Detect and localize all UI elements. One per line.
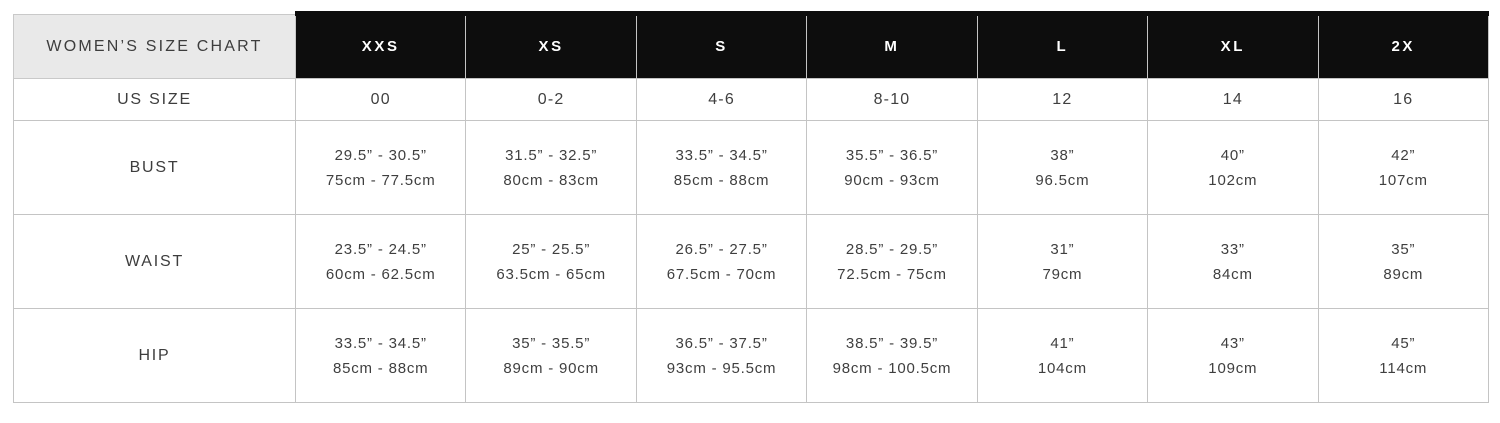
bust-xs <box>466 121 636 215</box>
waist-m <box>807 215 977 309</box>
waist-xxs-cm: 60cm - 62.5cm <box>325 265 436 283</box>
hip-xl <box>1148 309 1318 403</box>
bust-xl-cm: 102cm <box>1208 171 1258 189</box>
hip-s-inches: 36.5” - 37.5” <box>675 334 768 352</box>
waist-s-cm: 67.5cm - 70cm <box>666 265 777 283</box>
bust-s <box>636 121 806 215</box>
bust-m-inches: 35.5” - 36.5” <box>845 146 939 164</box>
bust-2x-inches: 42” <box>1391 146 1416 164</box>
hip-xl-inches: 43” <box>1220 334 1245 352</box>
hip-xxs-cm: 85cm - 88cm <box>332 359 429 377</box>
hip-l-cm: 104cm <box>1037 359 1087 377</box>
hip-2x-inches: 45” <box>1391 334 1416 352</box>
hip-m-cm: 98cm - 100.5cm <box>832 359 952 377</box>
bust-2x <box>1318 121 1488 215</box>
bust-l <box>977 121 1147 215</box>
waist-xxs <box>296 215 466 309</box>
bust-xxs-inches: 29.5” - 30.5” <box>334 146 427 164</box>
waist-xl-inches: 33” <box>1220 240 1245 258</box>
waist-xs-cm: 63.5cm - 65cm <box>496 265 606 283</box>
size-col-2x: 2X <box>1318 15 1488 79</box>
womens-size-chart-table <box>13 14 1489 403</box>
bust-xxs <box>296 121 466 215</box>
hip-2x-cm: 114cm <box>1379 359 1428 377</box>
size-col-xl: XL <box>1148 15 1318 79</box>
us-size-s: 4-6 <box>636 79 806 121</box>
waist-s-inches: 26.5” - 27.5” <box>675 240 768 258</box>
row-label-bust: BUST <box>14 121 296 215</box>
waist-xl-cm: 84cm <box>1212 265 1253 283</box>
bust-xs-inches: 31.5” - 32.5” <box>505 146 598 164</box>
size-header-row <box>14 15 1489 79</box>
waist-s <box>636 215 806 309</box>
hip-xl-cm: 109cm <box>1208 359 1258 377</box>
size-col-xxs: XXS <box>296 15 466 79</box>
bust-s-inches: 33.5” - 34.5” <box>675 146 768 164</box>
chart-title: WOMEN’S SIZE CHART <box>14 15 296 79</box>
size-col-xs: XS <box>466 15 636 79</box>
hip-xxs <box>296 309 466 403</box>
waist-xxs-inches: 23.5” - 24.5” <box>334 240 427 258</box>
bust-xs-cm: 80cm - 83cm <box>503 171 599 189</box>
bust-l-cm: 96.5cm <box>1035 171 1090 189</box>
hip-xs-cm: 89cm - 90cm <box>503 359 599 377</box>
waist-m-cm: 72.5cm - 75cm <box>837 265 947 283</box>
waist-2x-cm: 89cm <box>1383 265 1424 283</box>
size-col-s: S <box>636 15 806 79</box>
hip-m <box>807 309 977 403</box>
size-col-l: L <box>977 15 1147 79</box>
bust-2x-cm: 107cm <box>1378 171 1428 189</box>
waist-2x <box>1318 215 1488 309</box>
bust-s-cm: 85cm - 88cm <box>673 171 770 189</box>
waist-l <box>977 215 1147 309</box>
hip-s-cm: 93cm - 95.5cm <box>666 359 777 377</box>
bust-xl <box>1148 121 1318 215</box>
bust-xxs-cm: 75cm - 77.5cm <box>325 171 436 189</box>
waist-xs-inches: 25” - 25.5” <box>512 240 591 258</box>
hip-l-inches: 41” <box>1050 334 1075 352</box>
hip-l <box>977 309 1147 403</box>
bust-row <box>14 121 1489 215</box>
waist-row <box>14 215 1489 309</box>
hip-m-inches: 38.5” - 39.5” <box>845 334 939 352</box>
us-size-m: 8-10 <box>807 79 977 121</box>
waist-l-cm: 79cm <box>1042 265 1083 283</box>
waist-xl <box>1148 215 1318 309</box>
hip-xs-inches: 35” - 35.5” <box>512 334 591 352</box>
bust-m <box>807 121 977 215</box>
hip-xs <box>466 309 636 403</box>
hip-row <box>14 309 1489 403</box>
hip-s <box>636 309 806 403</box>
waist-xs <box>466 215 636 309</box>
row-label-us-size: US SIZE <box>14 79 296 121</box>
us-size-xl: 14 <box>1148 79 1318 121</box>
size-col-m: M <box>807 15 977 79</box>
waist-m-inches: 28.5” - 29.5” <box>845 240 939 258</box>
us-size-row <box>14 79 1489 121</box>
us-size-xs: 0-2 <box>466 79 636 121</box>
bust-m-cm: 90cm - 93cm <box>844 171 940 189</box>
us-size-2x: 16 <box>1318 79 1488 121</box>
row-label-hip: HIP <box>14 309 296 403</box>
hip-2x <box>1318 309 1488 403</box>
waist-l-inches: 31” <box>1050 240 1075 258</box>
bust-xl-inches: 40” <box>1220 146 1245 164</box>
bust-l-inches: 38” <box>1050 146 1075 164</box>
us-size-l: 12 <box>977 79 1147 121</box>
row-label-waist: WAIST <box>14 215 296 309</box>
hip-xxs-inches: 33.5” - 34.5” <box>334 334 427 352</box>
waist-2x-inches: 35” <box>1391 240 1416 258</box>
us-size-xxs: 00 <box>296 79 466 121</box>
